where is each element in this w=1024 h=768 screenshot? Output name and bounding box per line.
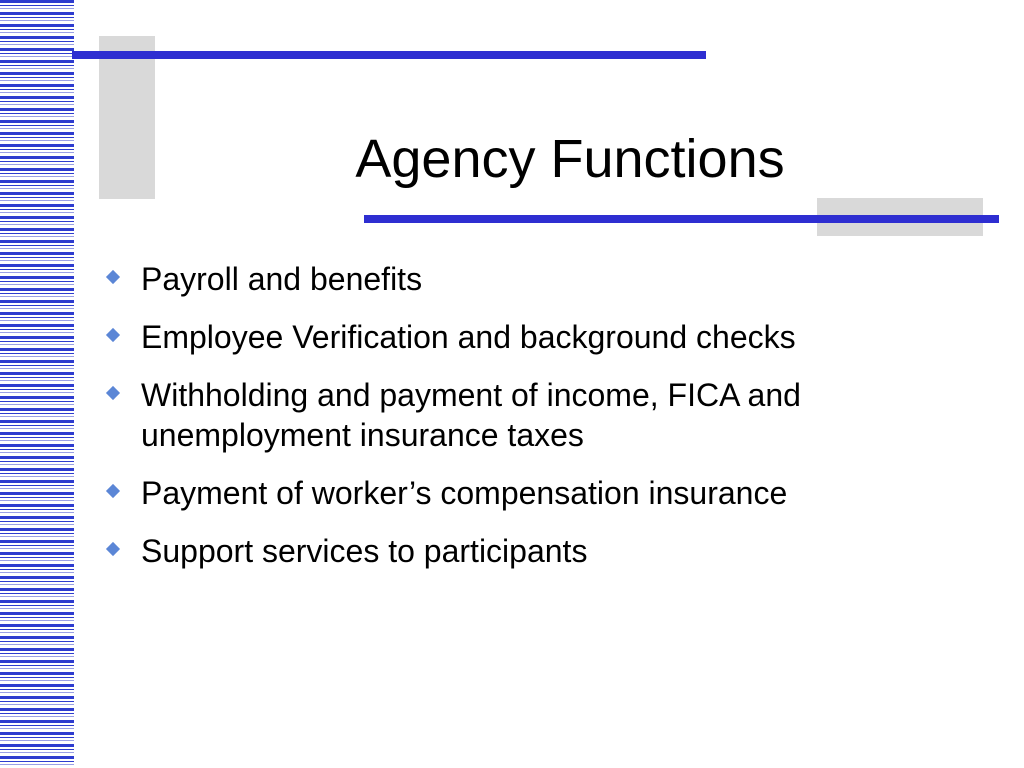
- bullet-text: Payroll and benefits: [141, 261, 423, 297]
- bullet-text: Support services to participants: [141, 533, 588, 569]
- diamond-bullet-icon: [106, 484, 120, 498]
- bullet-text: Employee Verification and background checks: [141, 319, 796, 355]
- bullet-list: [104, 259, 984, 589]
- diamond-bullet-icon: [106, 270, 120, 284]
- bullet-item: [104, 531, 984, 571]
- bullet-item: [104, 473, 984, 513]
- bullet-item: [104, 259, 984, 299]
- decorative-blue-line-top: [72, 51, 706, 59]
- bullet-item: [104, 317, 984, 357]
- diamond-bullet-icon: [106, 542, 120, 556]
- bullet-item: [104, 375, 984, 455]
- diamond-bullet-icon: [106, 328, 120, 342]
- decorative-blue-line-bottom: [364, 215, 999, 223]
- bullet-text: Payment of worker’s compensation insurance: [141, 475, 788, 511]
- decorative-grey-block-top: [99, 36, 155, 199]
- slide-title: Agency Functions: [355, 129, 785, 190]
- decorative-stripe-bar: [0, 0, 74, 768]
- bullet-text: Withholding and payment of income, FICA and unemployment insurance taxes: [141, 377, 801, 453]
- diamond-bullet-icon: [106, 386, 120, 400]
